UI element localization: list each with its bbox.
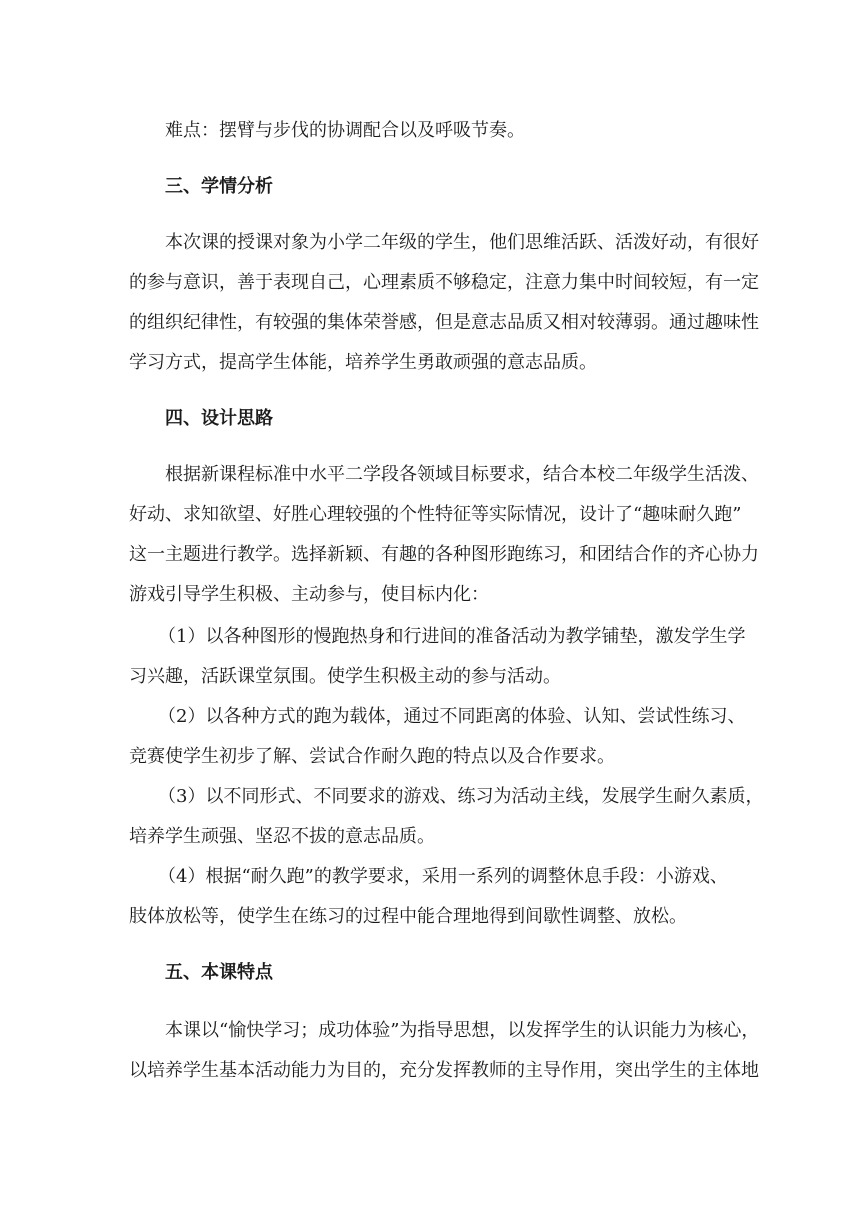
paragraph-line: 学习方式，提高学生体能，培养学生勇敢顽强的意志品质。	[129, 352, 597, 373]
list-item-4: （4）根据“耐久跑”的教学要求，采用一系列的调整休息手段：小游戏、	[158, 866, 728, 887]
section-heading-3: 三、学情分析	[165, 176, 273, 197]
paragraph-line: 本次课的授课对象为小学二年级的学生，他们思维活跃、活泼好动，有很好	[165, 232, 759, 253]
list-item-3-cont: 培养学生顽强、坚忍不拔的意志品质。	[129, 826, 435, 847]
paragraph-line: 根据新课程标准中水平二学段各领域目标要求，结合本校二年级学生活泼、	[165, 464, 759, 485]
paragraph-line: 以培养学生基本活动能力为目的，充分发挥教师的主导作用，突出学生的主体地	[129, 1060, 759, 1081]
paragraph-line: 本课以“愉快学习；成功体验”为指导思想，以发挥学生的认识能力为核心，	[165, 1020, 760, 1041]
paragraph-line: 好动、求知欲望、好胜心理较强的个性特征等实际情况，设计了“趣味耐久跑”	[129, 504, 742, 525]
paragraph-line: 这一主题进行教学。选择新颖、有趣的各种图形跑练习，和团结合作的齐心协力	[129, 544, 759, 565]
section-heading-5: 五、本课特点	[165, 962, 273, 983]
list-item-3: （3）以不同形式、不同要求的游戏、练习为活动主线，发展学生耐久素质，	[158, 786, 764, 807]
difficulty-line: 难点：摆臂与步伐的协调配合以及呼吸节奏。	[165, 120, 525, 141]
paragraph-line: 游戏引导学生积极、主动参与，使目标内化：	[129, 584, 489, 605]
paragraph-line: 的参与意识，善于表现自己，心理素质不够稳定，注意力集中时间较短，有一定	[129, 272, 759, 293]
section-heading-4: 四、设计思路	[165, 408, 273, 429]
list-item-1: （1）以各种图形的慢跑热身和行进间的准备活动为教学铺垫，激发学生学	[158, 626, 746, 647]
list-item-2-cont: 竞赛使学生初步了解、尝试合作耐久跑的特点以及合作要求。	[129, 746, 615, 767]
list-item-2: （2）以各种方式的跑为载体，通过不同距离的体验、认知、尝试性练习、	[158, 706, 746, 727]
list-item-1-cont: 习兴趣，活跃课堂氛围。使学生积极主动的参与活动。	[129, 666, 561, 687]
paragraph-line: 的组织纪律性，有较强的集体荣誉感，但是意志品质又相对较薄弱。通过趣味性	[129, 312, 759, 333]
list-item-4-cont: 肢体放松等，使学生在练习的过程中能合理地得到间歇性调整、放松。	[129, 906, 687, 927]
